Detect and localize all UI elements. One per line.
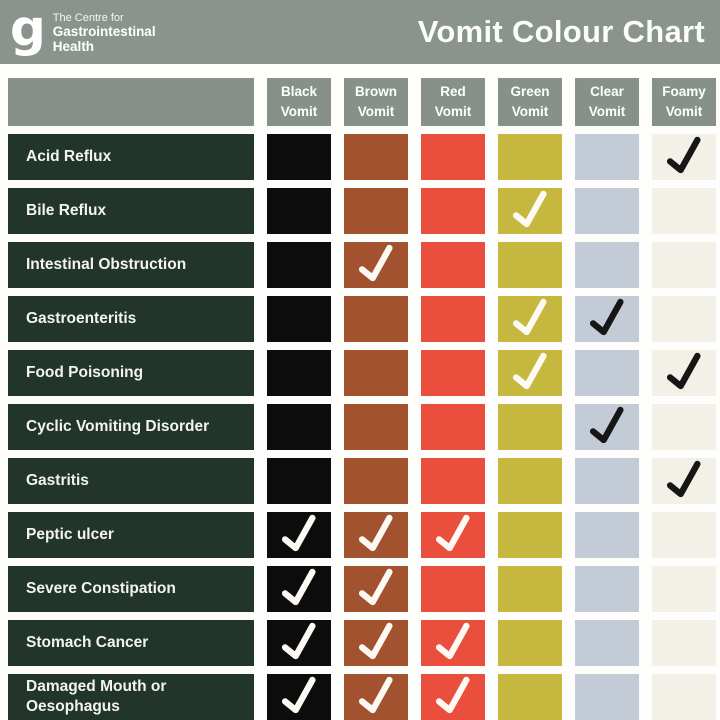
column-header-line1: Brown bbox=[355, 83, 397, 99]
cell-red bbox=[421, 458, 485, 504]
cell-foamy bbox=[652, 512, 716, 558]
check-icon bbox=[507, 188, 553, 234]
check-icon bbox=[276, 512, 322, 558]
column-header-line2: Vomit bbox=[665, 104, 703, 119]
check-icon bbox=[430, 512, 476, 558]
condition-name: Bile Reflux bbox=[26, 201, 107, 219]
column-header-clear-vomit bbox=[575, 78, 639, 126]
check-icon bbox=[353, 566, 399, 612]
column-header-line2: Vomit bbox=[511, 104, 549, 119]
cell-red bbox=[421, 188, 485, 234]
brand-line-3: Health bbox=[52, 39, 95, 55]
condition-name: Acid Reflux bbox=[26, 147, 112, 165]
check-icon bbox=[584, 404, 630, 450]
column-header-line1: Foamy bbox=[662, 83, 706, 99]
cell-clear bbox=[575, 404, 639, 450]
condition-name: Intestinal Obstruction bbox=[26, 255, 187, 273]
cell-green bbox=[498, 296, 562, 342]
cell-black bbox=[267, 242, 331, 288]
brand-line-2: Gastrointestinal bbox=[52, 24, 156, 40]
cell-green bbox=[498, 134, 562, 180]
row-label bbox=[8, 620, 254, 666]
cell-foamy bbox=[652, 566, 716, 612]
cell-green bbox=[498, 512, 562, 558]
check-icon bbox=[353, 242, 399, 288]
condition-name: Damaged Mouth or Oesophagus bbox=[26, 677, 167, 715]
cell-red bbox=[421, 512, 485, 558]
row-label bbox=[8, 512, 254, 558]
check-icon bbox=[276, 674, 322, 720]
cell-foamy bbox=[652, 242, 716, 288]
corner-cell bbox=[8, 78, 254, 126]
cell-brown bbox=[344, 566, 408, 612]
cell-green bbox=[498, 674, 562, 720]
cell-black bbox=[267, 404, 331, 450]
cell-black bbox=[267, 458, 331, 504]
check-icon bbox=[661, 350, 707, 396]
cell-green bbox=[498, 566, 562, 612]
row-label bbox=[8, 188, 254, 234]
cell-green bbox=[498, 620, 562, 666]
column-header-line1: Red bbox=[440, 83, 466, 99]
cell-clear bbox=[575, 620, 639, 666]
cell-clear bbox=[575, 188, 639, 234]
condition-name: Stomach Cancer bbox=[26, 633, 149, 651]
cell-green bbox=[498, 188, 562, 234]
cell-clear bbox=[575, 296, 639, 342]
cell-foamy bbox=[652, 404, 716, 450]
row-label bbox=[8, 242, 254, 288]
page-title: Vomit Colour Chart bbox=[417, 14, 705, 49]
check-icon bbox=[353, 512, 399, 558]
cell-clear bbox=[575, 350, 639, 396]
cell-green bbox=[498, 242, 562, 288]
cell-foamy bbox=[652, 620, 716, 666]
cell-foamy bbox=[652, 134, 716, 180]
cell-foamy bbox=[652, 674, 716, 720]
cell-brown bbox=[344, 134, 408, 180]
column-header-foamy-vomit bbox=[652, 78, 716, 126]
cell-black bbox=[267, 674, 331, 720]
brand-logo-icon: g bbox=[10, 0, 46, 57]
column-header-line1: Green bbox=[510, 83, 550, 99]
condition-name: Peptic ulcer bbox=[26, 525, 114, 543]
row-label bbox=[8, 296, 254, 342]
check-icon bbox=[661, 458, 707, 504]
column-header-line1: Clear bbox=[590, 83, 624, 99]
cell-black bbox=[267, 566, 331, 612]
cell-clear bbox=[575, 458, 639, 504]
cell-brown bbox=[344, 350, 408, 396]
cell-black bbox=[267, 512, 331, 558]
cell-foamy bbox=[652, 350, 716, 396]
column-header-black-vomit bbox=[267, 78, 331, 126]
cell-red bbox=[421, 404, 485, 450]
cell-red bbox=[421, 296, 485, 342]
column-header-line1: Black bbox=[280, 83, 318, 99]
brand-name bbox=[53, 10, 156, 55]
cell-brown bbox=[344, 674, 408, 720]
cell-black bbox=[267, 134, 331, 180]
cell-clear bbox=[575, 512, 639, 558]
check-icon bbox=[353, 620, 399, 666]
column-header-line2: Vomit bbox=[434, 104, 472, 119]
column-header-brown-vomit bbox=[344, 78, 408, 126]
condition-name: Gastroenteritis bbox=[26, 309, 137, 327]
condition-name: Food Poisoning bbox=[26, 363, 144, 381]
condition-name: Cyclic Vomiting Disorder bbox=[26, 417, 210, 435]
brand-line-1: The Centre for bbox=[52, 11, 124, 24]
check-icon bbox=[353, 674, 399, 720]
check-icon bbox=[507, 296, 553, 342]
check-icon bbox=[276, 566, 322, 612]
row-label bbox=[8, 134, 254, 180]
row-label bbox=[8, 674, 254, 720]
cell-red bbox=[421, 134, 485, 180]
cell-brown bbox=[344, 242, 408, 288]
cell-brown bbox=[344, 296, 408, 342]
cell-brown bbox=[344, 620, 408, 666]
header-bar bbox=[0, 0, 720, 64]
check-icon bbox=[430, 674, 476, 720]
cell-brown bbox=[344, 458, 408, 504]
column-header-line2: Vomit bbox=[588, 104, 626, 119]
column-header-line2: Vomit bbox=[357, 104, 395, 119]
row-label bbox=[8, 458, 254, 504]
cell-brown bbox=[344, 512, 408, 558]
row-label bbox=[8, 566, 254, 612]
check-icon bbox=[584, 296, 630, 342]
column-header-green-vomit bbox=[498, 78, 562, 126]
column-header-line2: Vomit bbox=[280, 104, 318, 119]
condition-name: Severe Constipation bbox=[26, 579, 176, 597]
cell-green bbox=[498, 458, 562, 504]
cell-foamy bbox=[652, 296, 716, 342]
column-header-red-vomit bbox=[421, 78, 485, 126]
cell-red bbox=[421, 620, 485, 666]
check-icon bbox=[661, 134, 707, 180]
brand bbox=[10, 0, 156, 57]
check-icon bbox=[507, 350, 553, 396]
row-label bbox=[8, 350, 254, 396]
condition-name: Gastritis bbox=[26, 471, 89, 489]
cell-red bbox=[421, 674, 485, 720]
cell-clear bbox=[575, 674, 639, 720]
cell-clear bbox=[575, 134, 639, 180]
cell-green bbox=[498, 404, 562, 450]
cell-foamy bbox=[652, 188, 716, 234]
cell-green bbox=[498, 350, 562, 396]
cell-red bbox=[421, 566, 485, 612]
row-label bbox=[8, 404, 254, 450]
cell-clear bbox=[575, 242, 639, 288]
cell-black bbox=[267, 350, 331, 396]
cell-brown bbox=[344, 404, 408, 450]
cell-red bbox=[421, 242, 485, 288]
cell-clear bbox=[575, 566, 639, 612]
cell-foamy bbox=[652, 458, 716, 504]
cell-black bbox=[267, 188, 331, 234]
chart-grid bbox=[0, 64, 720, 720]
cell-black bbox=[267, 296, 331, 342]
check-icon bbox=[276, 620, 322, 666]
cell-brown bbox=[344, 188, 408, 234]
check-icon bbox=[430, 620, 476, 666]
cell-red bbox=[421, 350, 485, 396]
cell-black bbox=[267, 620, 331, 666]
